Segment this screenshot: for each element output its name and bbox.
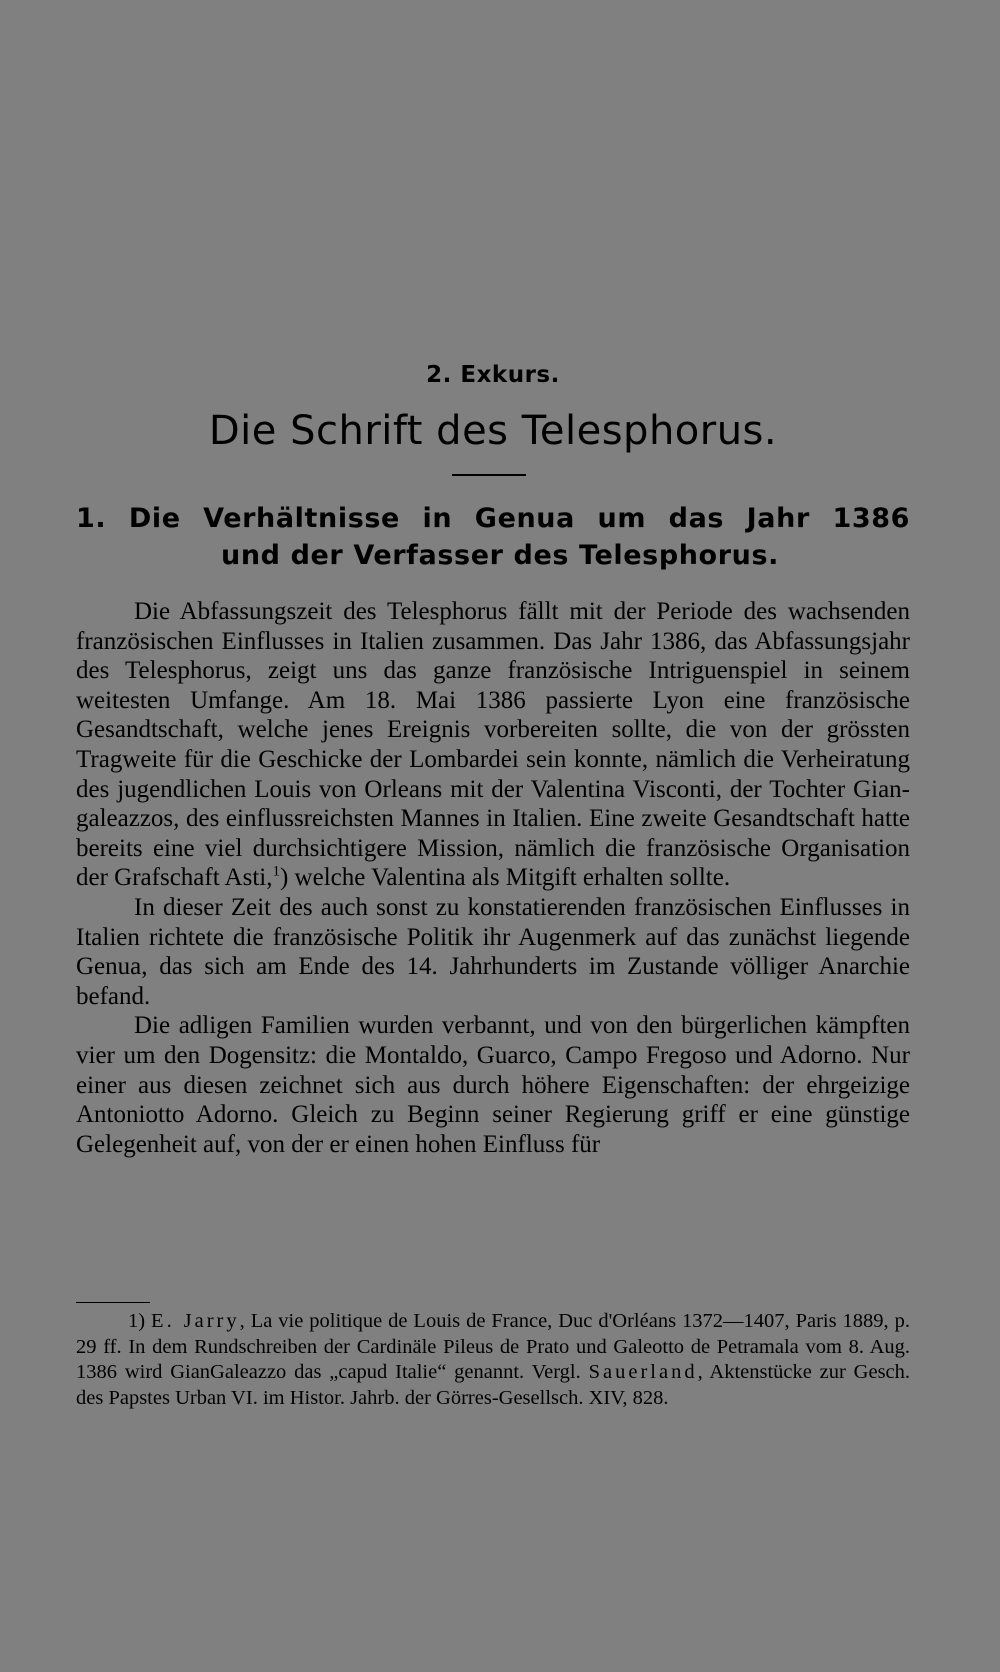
book-page (76, 0, 910, 1672)
section-label: 2. Exkurs. (426, 362, 560, 388)
paragraph-1 (76, 597, 910, 893)
footnote-text-1: , La vie politique de Louis de France, Duc d'Orléans 1372—1407, Paris 1889, p. 29 ff. In dem Rundschreiben der Cardinäle Pileus de Prato und Galeotto de Petramala vom 8. Aug. 1386 wird GianGaleazzo das „capud Italie“ genannt. Vergl. (76, 1310, 910, 1384)
paragraph-3: Die adligen Familien wurden verbannt, und von den bürgerlichen kämpften vier um den Dogensitz: die Montaldo, Guarco, Campo Fregoso und Adorno. Nur einer aus diesen zeichnet sich aus durch höhere Eigenschaften: der ehrgeizige Antoniotto Adorno. Gleich zu Beginn seiner Regierung griff er eine günstige Gelegenheit auf, von der er einen hohen Einfluss für (76, 1012, 910, 1158)
body-text (76, 597, 910, 1159)
footnotes (76, 1309, 910, 1411)
title-divider (452, 474, 526, 476)
paragraph-1-text: Die Abfassungszeit des Telesphorus fällt mit der Periode des wachsenden französischen Einflusses in Italien zusammen. Das Jahr 1386, das Abfassungsjahr des Telesphorus, zeigt uns das ganze französische Intriguenspiel in seinem weitesten Umfange. Am 18. Mai 1386 passierte Lyon eine französische Gesandtschaft, welche jenes Ereignis vorbereiten sollte, die von der grössten Tragweite für die Geschicke der Lombardei sein konnte, nämlich die Verheiratung des jugendlichen Louis von Orleans mit der Valentina Visconti, der Tochter Giangaleazzos, des einflussreichsten Mannes in Italien. Eine zweite Gesandtschaft hatte bereits eine viel durchsichtigere Mission, nämlich die französische Organisation der Grafschaft Asti, (76, 598, 910, 892)
footnote-reference: 1 (272, 864, 280, 881)
paragraph-1-tail: ) welche Valentina als Mitgift erhalten sollte. (279, 864, 731, 892)
footnote-marker: 1) (128, 1310, 146, 1332)
footnote-divider (76, 1302, 150, 1303)
footnote-author-1: E. Jarry (151, 1310, 240, 1332)
footnote-1 (76, 1309, 910, 1411)
footnote-author-2: Sauerland (588, 1361, 698, 1384)
paragraph-2: In dieser Zeit des auch sonst zu konstatierenden französischen Einflusses in Italien richtete die französische Politik ihr Augenmerk auf das zunächst liegende Genua, das sich am Ende des 14. Jahrhunderts im Zustande völliger Anarchie befand. (76, 893, 910, 1010)
footnote-text-2: , Aktenstücke zur Gesch. des Papstes Urban VI. im Histor. Jahrb. der Görres-Gesellsch. XIV, 828. (76, 1361, 911, 1409)
section-heading (76, 500, 910, 574)
section-heading-line-2: und der Verfasser des Telesphorus. (221, 540, 779, 571)
chapter-title: Die Schrift des Telesphorus. (208, 408, 778, 454)
section-heading-line-1: 1. Die Verhältnisse in Genua um das Jahr 1386 (76, 503, 910, 534)
